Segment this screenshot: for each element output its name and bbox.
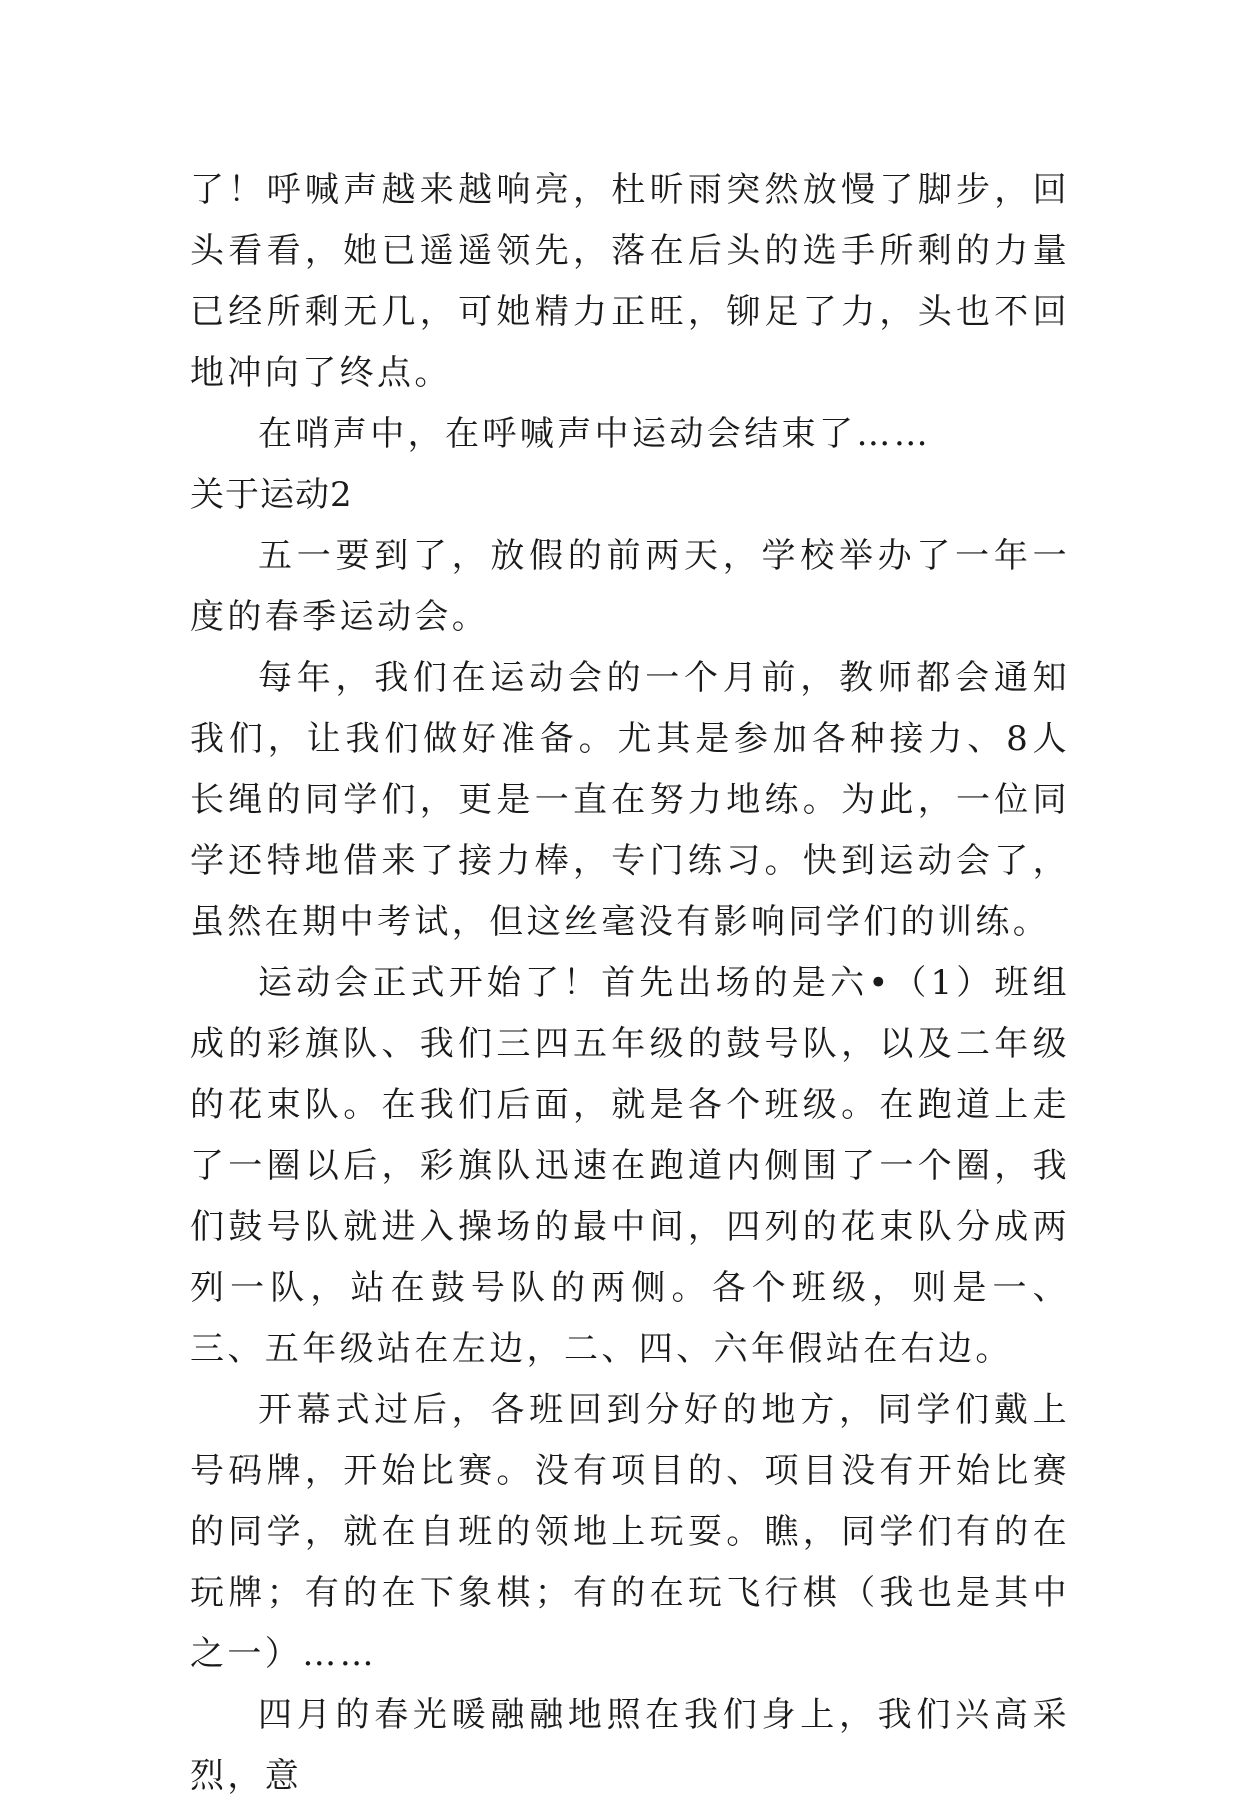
section-paragraph-4: 开幕式过后，各班回到分好的地方，同学们戴上号码牌，开始比赛。没有项目的、项目没有开始比赛的同学，就在自班的领地上玩耍。瞧，同学们有的在玩牌；有的在下象棋；有的在玩飞行棋（我也是其中之一）…… bbox=[190, 1390, 1070, 1674]
document-body bbox=[190, 160, 1070, 1807]
section-paragraph-1: 五一要到了，放假的前两天，学校举办了一年一度的春季运动会。 bbox=[190, 536, 1070, 637]
paragraph-1: 了！呼喊声越来越响亮，杜昕雨突然放慢了脚步，回头看看，她已遥遥领先，落在后头的选手所剩的力量已经所剩无几，可她精力正旺，铆足了力，头也不回地冲向了终点。 bbox=[190, 170, 1070, 393]
section-title: 关于运动2 bbox=[190, 475, 353, 515]
section-paragraph-2: 每年，我们在运动会的一个月前，教师都会通知我们，让我们做好准备。尤其是参加各种接力、8人长绳的同学们，更是一直在努力地练。为此，一位同学还特地借来了接力棒，专门练习。快到运动会了，虽然在期中考试，但这丝毫没有影响同学们的训练。 bbox=[190, 658, 1070, 942]
paragraph-2: 在哨声中，在呼喊声中运动会结束了…… bbox=[258, 414, 932, 454]
section-paragraph-3: 运动会正式开始了！首先出场的是六•（1）班组成的彩旗队、我们三四五年级的鼓号队，以及二年级的花束队。在我们后面，就是各个班级。在跑道上走了一圈以后，彩旗队迅速在跑道内侧围了一个圈，我们鼓号队就进入操场的最中间，四列的花束队分成两列一队，站在鼓号队的两侧。各个班级，则是一、三、五年级站在左边，二、四、六年假站在右边。 bbox=[190, 963, 1070, 1369]
section-paragraph-5: 四月的春光暖融融地照在我们身上，我们兴高采烈，意 bbox=[190, 1695, 1070, 1796]
